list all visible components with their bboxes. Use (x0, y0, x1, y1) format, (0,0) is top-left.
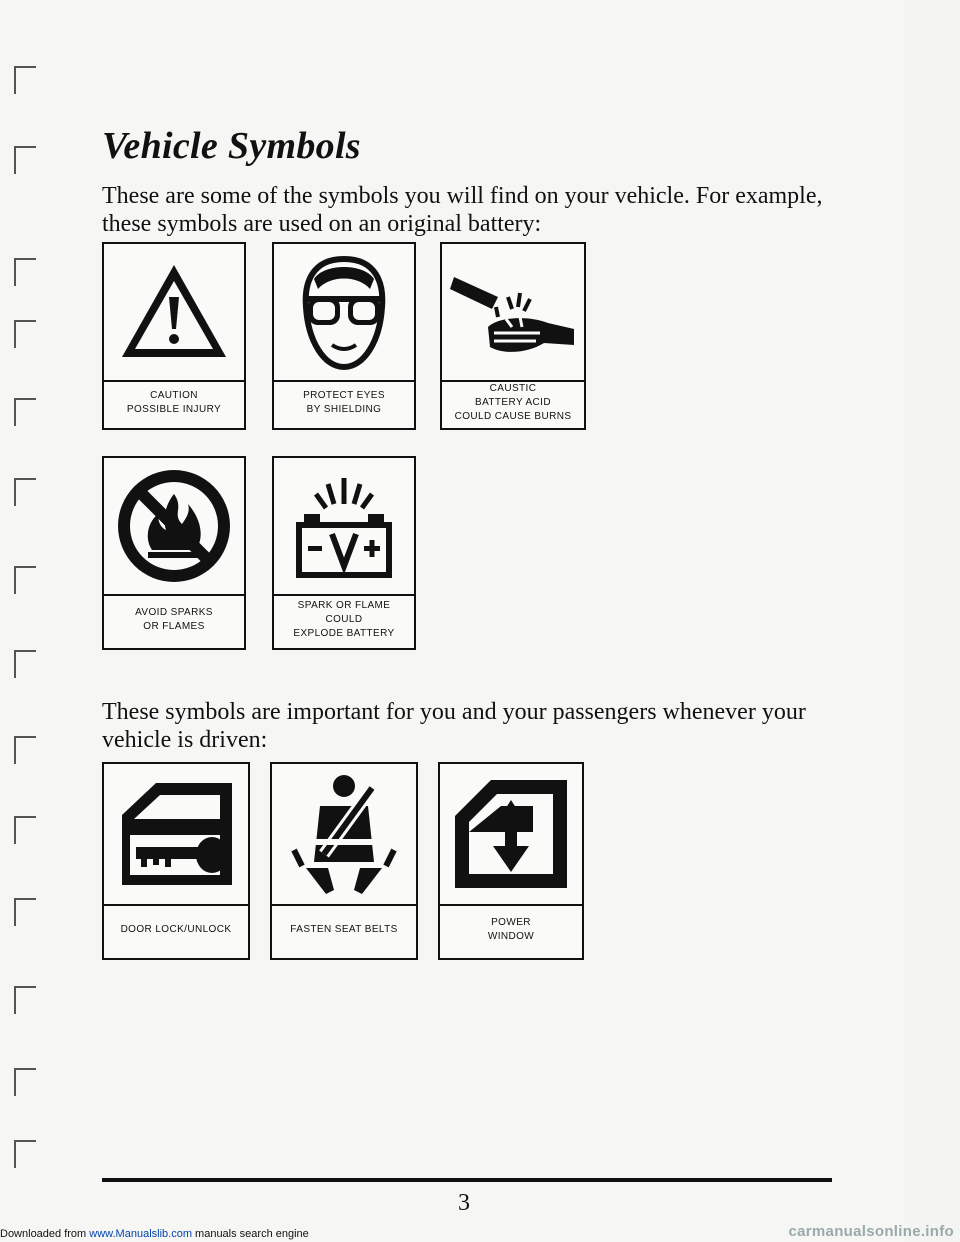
symbol-explode-battery (272, 456, 416, 650)
footer-prefix: Downloaded from (0, 1228, 90, 1240)
symbol-caption: FASTEN SEAT BELTS (290, 924, 398, 935)
binding-mark (14, 566, 44, 606)
binding-mark (14, 1140, 44, 1180)
page-title: Vehicle Symbols (102, 125, 361, 167)
symbol-caustic (440, 242, 586, 430)
page-number: 3 (458, 1190, 470, 1216)
symbol-caption: DOOR LOCK/UNLOCK (120, 924, 232, 935)
no-flame-icon (104, 458, 244, 596)
caustic-acid-icon (442, 244, 584, 382)
symbol-seat-belt (270, 762, 418, 960)
binding-mark (14, 898, 44, 938)
caution-triangle-icon (104, 244, 244, 382)
symbol-protect-eyes (272, 242, 416, 430)
intro-paragraph: These are some of the symbols you will find on your vehicle. For example, these symbols are used on an original battery: (102, 183, 823, 237)
symbol-caution (102, 242, 246, 430)
symbol-avoid-sparks (102, 456, 246, 650)
manualslib-link[interactable]: www.Manualslib.com (89, 1228, 192, 1240)
binding-mark (14, 66, 44, 106)
seat-belt-icon (272, 764, 416, 906)
watermark: carmanualsonline.info (788, 1223, 954, 1240)
download-footer (0, 1228, 309, 1240)
symbol-door-lock (102, 762, 250, 960)
battery-explode-icon (274, 458, 414, 596)
footer-rule (102, 1178, 832, 1182)
binding-mark (14, 650, 44, 690)
symbol-caption: CAUSTIC BATTERY ACID COULD CAUSE BURNS (454, 383, 572, 422)
footer-suffix: manuals search engine (191, 1228, 309, 1240)
binding-mark (14, 478, 44, 518)
protect-eyes-icon (274, 244, 414, 382)
binding-mark (14, 736, 44, 776)
door-lock-icon (104, 764, 248, 906)
binding-mark (14, 258, 44, 298)
binding-mark (14, 1068, 44, 1108)
symbol-caption: POWER WINDOW (487, 917, 535, 942)
symbol-caption: AVOID SPARKS OR FLAMES (135, 607, 213, 632)
binding-mark (14, 816, 44, 856)
binding-mark (14, 398, 44, 438)
driving-paragraph: These symbols are important for you and your passengers whenever your vehicle is driven: (102, 699, 806, 753)
symbol-caption: CAUTION POSSIBLE INJURY (126, 390, 222, 415)
binding-mark (14, 146, 44, 186)
power-window-icon (440, 764, 582, 906)
symbol-caption: SPARK OR FLAME COULD EXPLODE BATTERY (293, 600, 395, 639)
binding-mark (14, 320, 44, 360)
binding-mark (14, 986, 44, 1026)
symbol-power-window (438, 762, 584, 960)
symbol-caption: PROTECT EYES BY SHIELDING (303, 390, 385, 415)
